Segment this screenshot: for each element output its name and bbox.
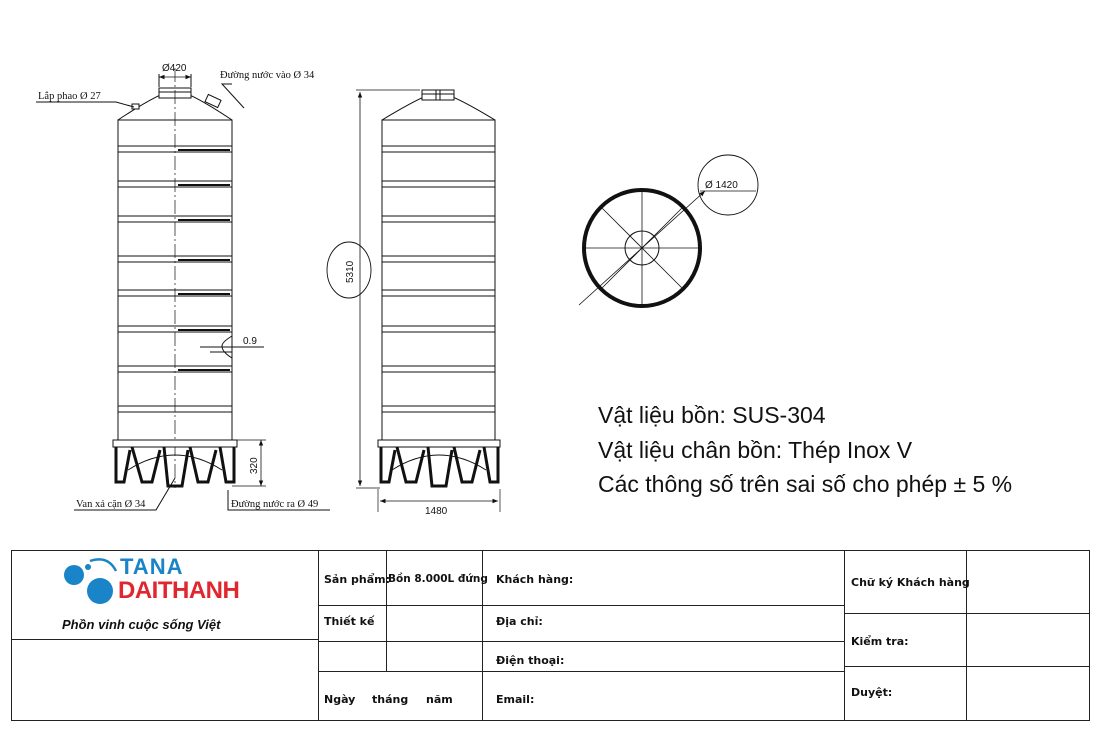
logo-slogan: Phồn vinh cuộc sống Việt: [62, 617, 221, 632]
customer-label: Khách hàng:: [496, 573, 574, 586]
title-block: [11, 550, 1090, 721]
front-view: [36, 68, 330, 510]
side-manhole: [422, 90, 454, 100]
designer-label: Thiết kế: [324, 615, 375, 628]
note-tolerance: Các thông số trên sai số cho phép ± 5 %: [598, 471, 1013, 497]
side-rings: [382, 146, 495, 412]
side-base-width-label: 1480: [425, 506, 448, 517]
side-view: [327, 90, 500, 512]
logo-mark-icon: [60, 557, 122, 607]
date-month: tháng: [372, 693, 409, 706]
address-label: Địa chỉ:: [496, 615, 543, 628]
top-view: [579, 155, 758, 306]
front-base-ring: [113, 440, 237, 447]
email-label: Email:: [496, 693, 535, 706]
front-leg-height-label: 320: [249, 457, 260, 474]
customer-signature-label: Chữ ký Khách hàng: [851, 576, 970, 589]
front-inlet-pipe: [205, 94, 221, 107]
product-value: Bồn 8.000L đứng: [388, 573, 488, 585]
side-body: [382, 120, 495, 440]
date-year: năm: [426, 693, 453, 706]
date-day: Ngày: [324, 693, 356, 706]
front-dia-top-label: Ø420: [162, 63, 187, 74]
note-tank-material: Vật liệu bồn: SUS-304: [598, 402, 826, 428]
top-diameter-label: Ø 1420: [705, 180, 738, 191]
front-drain-label: Van xả cặn Ø 34: [76, 499, 146, 510]
side-height-label: 5310: [345, 260, 356, 283]
product-label: Sản phẩm:: [324, 573, 390, 586]
logo-daithanh: DAITHANH: [118, 577, 240, 604]
logo-tana: TANA: [120, 554, 184, 579]
front-float-label: Lắp phao Ø 27: [38, 91, 101, 102]
front-slope-label: 0.9: [243, 336, 257, 347]
front-outlet-label: Đường nước ra Ø 49: [231, 499, 319, 510]
spec-notes: [598, 398, 1012, 502]
checked-label: Kiểm tra:: [851, 635, 909, 648]
note-leg-material: Vật liệu chân bồn: Thép Inox V: [598, 436, 913, 463]
side-base-ring: [378, 440, 500, 447]
front-inlet-label: Đường nước vào Ø 34: [220, 70, 315, 81]
phone-label: Điện thoại:: [496, 654, 565, 667]
approved-label: Duyệt:: [851, 686, 893, 699]
